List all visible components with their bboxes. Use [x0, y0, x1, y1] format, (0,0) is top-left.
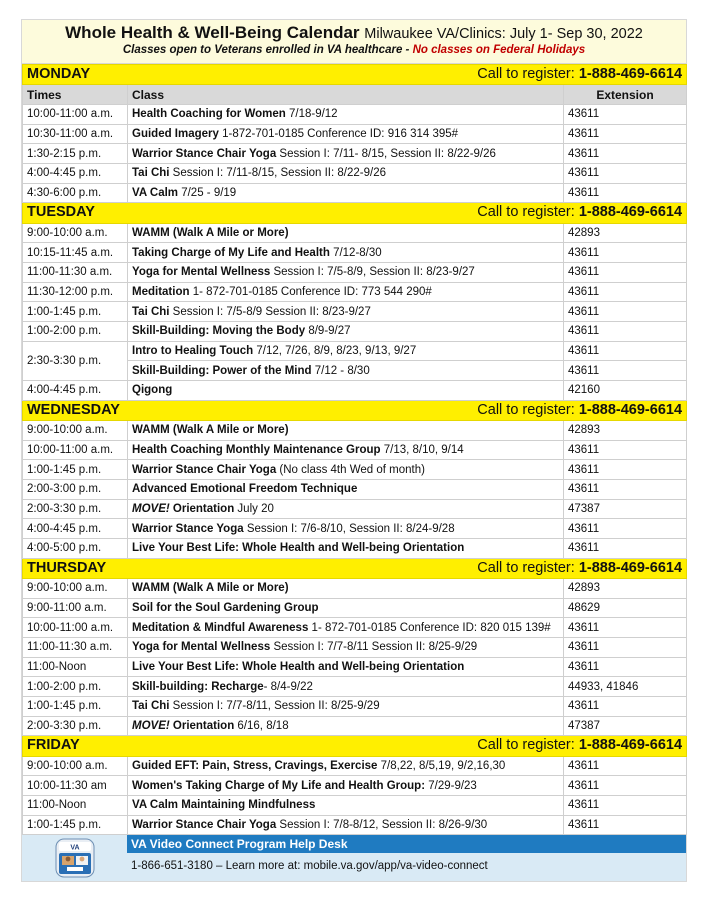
class-name: Live Your Best Life: Whole Health and Well-being Orientation	[132, 542, 465, 555]
class-extension: 43611	[564, 321, 687, 341]
table-row	[23, 262, 687, 282]
class-cell	[128, 104, 564, 124]
class-time: 11:00-Noon	[23, 795, 128, 815]
class-name: Taking Charge of My Life and Health	[132, 246, 330, 259]
class-cell	[128, 499, 564, 519]
schedule-table	[22, 64, 687, 835]
class-time: 10:00-11:00 a.m.	[23, 618, 128, 638]
table-row	[23, 381, 687, 401]
class-extension: 43611	[564, 124, 687, 144]
register-phone: 1-888-469-6614	[578, 204, 683, 221]
class-time: 1:00-1:45 p.m.	[23, 815, 128, 835]
class-extension: 43611	[564, 618, 687, 638]
class-extension: 43611	[564, 104, 687, 124]
class-time: 1:00-1:45 p.m.	[23, 302, 128, 322]
column-header-times: Times	[23, 85, 128, 105]
register-phone: 1-888-469-6614	[578, 66, 683, 83]
class-name: Meditation	[132, 285, 190, 298]
class-cell	[128, 183, 564, 203]
table-row	[23, 243, 687, 263]
class-name: WAMM (Walk A Mile or More)	[132, 582, 289, 595]
table-row	[23, 479, 687, 499]
class-time: 9:00-10:00 a.m.	[23, 578, 128, 598]
class-name: Tai Chi	[132, 305, 170, 318]
table-row	[23, 756, 687, 776]
table-row	[23, 144, 687, 164]
class-extension: 43611	[564, 361, 687, 381]
table-row	[23, 124, 687, 144]
table-row	[23, 321, 687, 341]
class-name: Tai Chi	[132, 700, 170, 713]
class-time: 11:00-Noon	[23, 657, 128, 677]
class-detail: Session I: 7/5-8/9 Session II: 8/23-9/27	[169, 305, 371, 318]
class-name: Warrior Stance Chair Yoga	[132, 147, 277, 160]
class-detail: Session I: 7/6-8/10, Session II: 8/24-9/28	[243, 522, 455, 535]
class-cell	[128, 637, 564, 657]
class-detail: 7/25 - 9/19	[178, 186, 237, 199]
class-cell	[128, 163, 564, 183]
register-call[interactable]: Call to register: 1-888-469-6614	[477, 66, 683, 83]
table-row	[23, 539, 687, 559]
class-extension: 43611	[564, 479, 687, 499]
class-time: 1:00-1:45 p.m.	[23, 697, 128, 717]
class-time: 4:00-4:45 p.m.	[23, 519, 128, 539]
calendar-sheet	[21, 19, 687, 882]
class-extension: 42160	[564, 381, 687, 401]
class-name: Skill-Building: Power of the Mind	[132, 364, 312, 377]
class-detail: Session I: 7/11-8/15, Session II: 8/22-9/26	[169, 167, 386, 180]
help-desk-info[interactable]: 1-866-651-3180 – Learn more at: mobile.va.gov/app/va-video-connect	[131, 860, 488, 873]
class-name: Soil for the Soul Gardening Group	[132, 601, 319, 614]
class-cell	[128, 677, 564, 697]
class-cell	[128, 282, 564, 302]
table-row	[23, 716, 687, 736]
table-row	[23, 420, 687, 440]
column-header-row	[23, 85, 687, 105]
class-name: Guided EFT: Pain, Stress, Cravings, Exercise	[132, 759, 378, 772]
class-time: 2:00-3:30 p.m.	[23, 716, 128, 736]
class-name: Qigong	[132, 384, 173, 397]
table-row	[23, 519, 687, 539]
holiday-note: No classes on Federal Holidays	[412, 44, 586, 56]
class-extension: 43611	[564, 539, 687, 559]
class-cell	[128, 144, 564, 164]
class-extension: 43611	[564, 262, 687, 282]
day-header-friday	[23, 736, 687, 756]
table-row	[23, 618, 687, 638]
day-name: WEDNESDAY	[27, 401, 120, 418]
enrollment-note: Classes open to Veterans enrolled in VA healthcare - No classes on Federal Holidays	[122, 44, 586, 56]
class-time: 9:00-10:00 a.m.	[23, 420, 128, 440]
class-extension: 47387	[564, 499, 687, 519]
class-extension: 43611	[564, 163, 687, 183]
class-cell	[128, 776, 564, 796]
class-name: WAMM (Walk A Mile or More)	[132, 226, 289, 239]
class-name: Live Your Best Life: Whole Health and Well-being Orientation	[132, 660, 465, 673]
help-desk-footer	[22, 835, 686, 881]
class-extension: 43611	[564, 815, 687, 835]
register-call[interactable]: Call to register: 1-888-469-6614	[477, 401, 683, 418]
table-row	[23, 776, 687, 796]
class-cell	[128, 578, 564, 598]
calendar-subtitle: Milwaukee VA/Clinics: July 1- Sep 30, 2022	[364, 26, 643, 42]
register-phone: 1-888-469-6614	[578, 737, 683, 754]
class-time: 4:30-6:00 p.m.	[23, 183, 128, 203]
class-time: 10:00-11:00 a.m.	[23, 104, 128, 124]
register-call[interactable]: Call to register: 1-888-469-6614	[477, 204, 683, 221]
class-time: 2:00-3:00 p.m.	[23, 479, 128, 499]
class-time: 1:00-2:00 p.m.	[23, 677, 128, 697]
class-detail: 1- 872-701-0185 Conference ID: 820 015 139#	[308, 621, 551, 634]
class-extension: 43611	[564, 697, 687, 717]
class-time: 4:00-4:45 p.m.	[23, 381, 128, 401]
class-extension: 43611	[564, 519, 687, 539]
class-extension: 43611	[564, 776, 687, 796]
class-extension: 43611	[564, 144, 687, 164]
class-cell	[128, 341, 564, 361]
class-cell	[128, 618, 564, 638]
class-detail: Session I: 7/11- 8/15, Session II: 8/22-9/26	[276, 147, 496, 160]
class-name: Warrior Stance Yoga	[132, 522, 244, 535]
table-row	[23, 795, 687, 815]
class-cell	[128, 519, 564, 539]
class-detail: July 20	[234, 502, 274, 515]
class-name: Women's Taking Charge of My Life and Health Group:	[132, 779, 426, 792]
class-detail: 7/12-8/30	[329, 246, 382, 259]
class-extension: 42893	[564, 578, 687, 598]
class-detail: 6/16, 8/18	[234, 720, 289, 733]
class-name: WAMM (Walk A Mile or More)	[132, 424, 289, 437]
class-name: Advanced Emotional Freedom Technique	[132, 483, 358, 496]
svg-text:VA: VA	[69, 844, 80, 852]
class-name: VA Calm Maintaining Mindfulness	[132, 799, 316, 812]
class-time: 9:00-10:00 a.m.	[23, 756, 128, 776]
class-cell	[128, 321, 564, 341]
day-header-thursday	[23, 558, 687, 578]
class-cell	[128, 440, 564, 460]
class-name: Guided Imagery	[132, 127, 219, 140]
day-name: FRIDAY	[27, 737, 80, 754]
class-cell	[128, 262, 564, 282]
class-detail: 1-872-701-0185 Conference ID: 916 314 395#	[218, 127, 459, 140]
class-detail: 7/8,22, 8/5,19, 9/2,16,30	[377, 759, 506, 772]
class-detail: 7/29-9/23	[425, 779, 477, 792]
table-row	[23, 637, 687, 657]
class-time: 11:00-11:30 a.m.	[23, 637, 128, 657]
class-time: 10:15-11:45 a.m.	[23, 243, 128, 263]
class-extension: 42893	[564, 223, 687, 243]
register-phone: 1-888-469-6614	[578, 401, 683, 418]
class-extension: 43611	[564, 243, 687, 263]
column-header-class: Class	[128, 85, 564, 105]
class-name: Warrior Stance Chair Yoga	[132, 463, 277, 476]
class-time: 1:00-1:45 p.m.	[23, 460, 128, 480]
class-extension: 47387	[564, 716, 687, 736]
class-name: Health Coaching for Women	[132, 108, 286, 121]
day-name: THURSDAY	[27, 559, 107, 576]
table-row	[23, 223, 687, 243]
class-detail: Session I: 7/7-8/11 Session II: 8/25-9/29	[270, 641, 478, 654]
class-time: 1:30-2:15 p.m.	[23, 144, 128, 164]
class-detail: 7/18-9/12	[285, 108, 338, 121]
class-time: 9:00-10:00 a.m.	[23, 223, 128, 243]
class-extension: 43611	[564, 440, 687, 460]
class-detail: 7/13, 8/10, 9/14	[380, 443, 464, 456]
table-row	[23, 499, 687, 519]
class-time: 10:00-11:00 a.m.	[23, 440, 128, 460]
class-time: 11:00-11:30 a.m.	[23, 262, 128, 282]
class-cell	[128, 223, 564, 243]
table-row	[23, 598, 687, 618]
class-name: VA Calm	[132, 186, 179, 199]
class-detail: (No class 4th Wed of month)	[276, 463, 425, 476]
class-extension: 43611	[564, 460, 687, 480]
table-row	[23, 341, 687, 361]
class-extension: 43611	[564, 183, 687, 203]
class-name: Warrior Stance Chair Yoga	[132, 818, 277, 831]
table-row	[23, 440, 687, 460]
day-header-monday	[23, 65, 687, 85]
class-extension: 43611	[564, 302, 687, 322]
register-call[interactable]: Call to register: 1-888-469-6614	[477, 737, 683, 754]
calendar-header	[22, 20, 686, 64]
column-header-extension: Extension	[564, 85, 687, 105]
class-cell	[128, 539, 564, 559]
class-cell	[128, 361, 564, 381]
class-name: Skill-Building: Moving the Body	[132, 325, 306, 338]
table-row	[23, 163, 687, 183]
class-detail: 7/12 - 8/30	[311, 364, 370, 377]
class-cell	[128, 697, 564, 717]
class-time: 11:30-12:00 p.m.	[23, 282, 128, 302]
class-cell	[128, 243, 564, 263]
class-name: Tai Chi	[132, 167, 170, 180]
class-name: Meditation & Mindful Awareness	[132, 621, 309, 634]
class-cell	[128, 815, 564, 835]
class-extension: 43611	[564, 637, 687, 657]
table-row	[23, 815, 687, 835]
class-cell	[128, 756, 564, 776]
day-header-tuesday	[23, 203, 687, 223]
class-cell	[128, 302, 564, 322]
class-extension: 48629	[564, 598, 687, 618]
class-time: 9:00-11:00 a.m.	[23, 598, 128, 618]
class-time: 2:30-3:30 p.m.	[23, 341, 128, 380]
class-time: 1:00-2:00 p.m.	[23, 321, 128, 341]
table-row	[23, 183, 687, 203]
class-time: 4:00-4:45 p.m.	[23, 163, 128, 183]
class-name: MOVE! Orientation	[132, 720, 235, 733]
day-name: MONDAY	[27, 66, 91, 83]
class-extension: 43611	[564, 282, 687, 302]
class-name: MOVE! Orientation	[132, 502, 235, 515]
class-detail: 8/9-9/27	[305, 325, 351, 338]
class-detail: - 8/4-9/22	[263, 680, 313, 693]
class-detail: Session I: 7/8-8/12, Session II: 8/26-9/30	[276, 818, 488, 831]
class-name: Yoga for Mental Wellness	[132, 641, 271, 654]
table-row	[23, 697, 687, 717]
class-cell	[128, 598, 564, 618]
class-time: 10:00-11:30 am	[23, 776, 128, 796]
class-name: Skill-building: Recharge	[132, 680, 264, 693]
table-row	[23, 302, 687, 322]
class-name: Health Coaching Monthly Maintenance Group	[132, 443, 381, 456]
class-time: 4:00-5:00 p.m.	[23, 539, 128, 559]
day-header-wednesday	[23, 400, 687, 420]
class-extension: 43611	[564, 756, 687, 776]
table-row	[23, 282, 687, 302]
class-extension: 44933, 41846	[564, 677, 687, 697]
class-cell	[128, 795, 564, 815]
class-name: Intro to Healing Touch	[132, 344, 254, 357]
class-detail: Session I: 7/5-8/9, Session II: 8/23-9/27	[270, 266, 475, 279]
table-row	[23, 657, 687, 677]
class-cell	[128, 381, 564, 401]
class-time: 10:30-11:00 a.m.	[23, 124, 128, 144]
class-detail: Session I: 7/7-8/11, Session II: 8/25-9/29	[169, 700, 380, 713]
help-desk-title: VA Video Connect Program Help Desk	[127, 835, 686, 853]
class-cell	[128, 460, 564, 480]
register-call[interactable]: Call to register: 1-888-469-6614	[477, 559, 683, 576]
day-name: TUESDAY	[27, 204, 95, 221]
class-extension: 43611	[564, 341, 687, 361]
calendar-title: Whole Health & Well-Being Calendar Milwaukee VA/Clinics: July 1- Sep 30, 2022	[65, 23, 643, 42]
table-row	[23, 578, 687, 598]
class-cell	[128, 657, 564, 677]
table-row	[23, 104, 687, 124]
class-detail: 7/12, 7/26, 8/9, 8/23, 9/13, 9/27	[253, 344, 417, 357]
class-extension: 42893	[564, 420, 687, 440]
class-extension: 43611	[564, 657, 687, 677]
class-detail: 1- 872-701-0185 Conference ID: 773 544 290#	[189, 285, 432, 298]
class-cell	[128, 716, 564, 736]
class-extension: 43611	[564, 795, 687, 815]
va-video-connect-app-icon	[55, 838, 95, 878]
register-phone: 1-888-469-6614	[578, 559, 683, 576]
class-cell	[128, 420, 564, 440]
class-name: Yoga for Mental Wellness	[132, 266, 271, 279]
class-cell	[128, 124, 564, 144]
table-row	[23, 460, 687, 480]
class-cell	[128, 479, 564, 499]
class-time: 2:00-3:30 p.m.	[23, 499, 128, 519]
table-row	[23, 677, 687, 697]
